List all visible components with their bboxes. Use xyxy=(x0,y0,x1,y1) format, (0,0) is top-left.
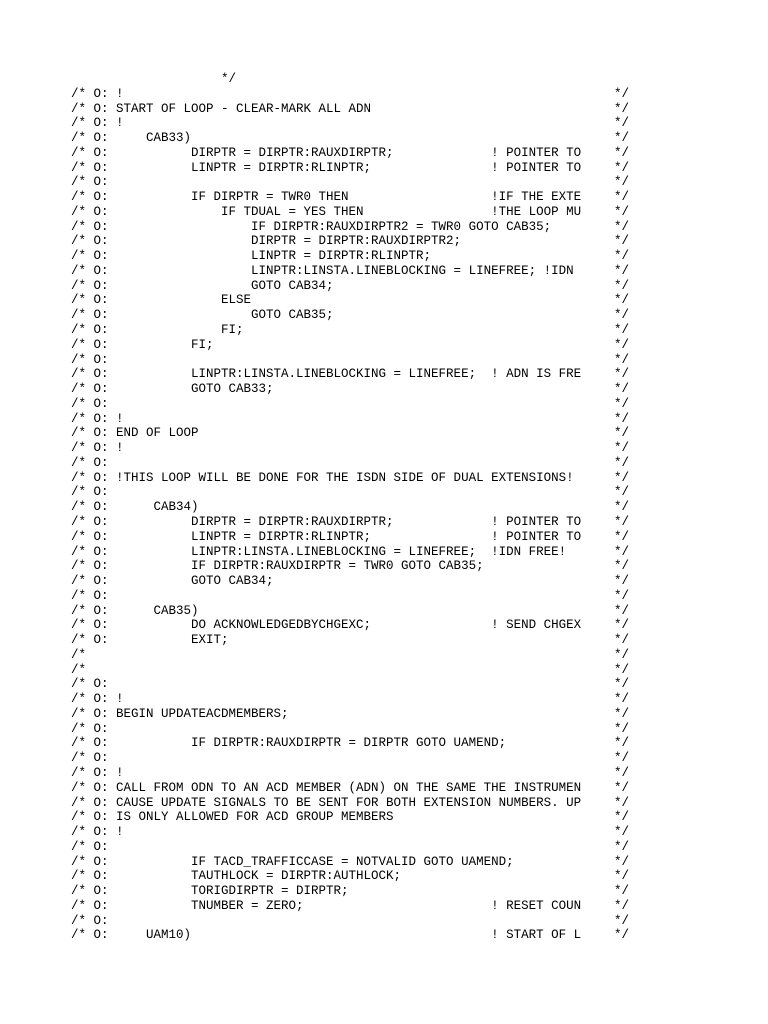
code-line xyxy=(71,766,631,781)
comment-terminator: */ xyxy=(614,337,630,352)
code-text: /* O: ! xyxy=(71,86,124,101)
code-line xyxy=(71,264,631,279)
comment-terminator: */ xyxy=(614,544,630,559)
code-line xyxy=(71,751,631,766)
code-line xyxy=(71,884,631,899)
code-text: /* O: CAUSE UPDATE SIGNALS TO BE SENT FOR BOTH EXTENSION NUMBERS. UP xyxy=(71,795,582,810)
code-text: /* O: TNUMBER = ZERO; ! RESET COUN xyxy=(71,898,582,913)
comment-terminator: */ xyxy=(614,765,630,780)
code-text: /* O: IF DIRPTR:RAUXDIRPTR = TWR0 GOTO CAB35; xyxy=(71,559,484,574)
code-line xyxy=(71,722,631,737)
code-text: /* O: DIRPTR = DIRPTR:RAUXDIRPTR; ! POINTER TO xyxy=(71,145,582,160)
code-text: /* O: xyxy=(71,721,109,736)
code-line xyxy=(71,471,631,486)
code-text: /* O: DIRPTR = DIRPTR:RAUXDIRPTR2; xyxy=(71,234,462,249)
code-line xyxy=(71,663,631,678)
code-line xyxy=(71,899,631,914)
comment-terminator: */ xyxy=(614,514,630,529)
code-text: /* O: xyxy=(71,352,109,367)
code-line xyxy=(71,545,631,560)
comment-terminator: */ xyxy=(614,574,630,589)
code-line xyxy=(71,515,631,530)
code-line xyxy=(71,677,631,692)
comment-terminator: */ xyxy=(614,101,630,116)
code-text: /* O: END OF LOOP xyxy=(71,426,199,441)
code-listing xyxy=(71,72,631,943)
comment-terminator: */ xyxy=(614,116,630,131)
code-text: /* O: GOTO CAB34; xyxy=(71,574,274,589)
code-line xyxy=(71,279,631,294)
comment-terminator: */ xyxy=(614,500,630,515)
code-text: /* O: IF DIRPTR:RAUXDIRPTR = DIRPTR GOTO UAMEND; xyxy=(71,736,507,751)
comment-terminator: */ xyxy=(614,323,630,338)
code-text: /* O: EXIT; xyxy=(71,633,229,648)
comment-terminator: */ xyxy=(614,529,630,544)
code-line xyxy=(71,131,631,146)
code-text: /* O: DO ACKNOWLEDGEDBYCHGEXC; ! SEND CHGEX xyxy=(71,618,582,633)
code-line xyxy=(71,161,631,176)
code-text: /* O: FI; xyxy=(71,337,214,352)
code-line xyxy=(71,293,631,308)
code-line xyxy=(71,426,631,441)
code-text: */ xyxy=(71,72,237,86)
code-text: /* O: ELSE xyxy=(71,293,252,308)
comment-terminator: */ xyxy=(614,854,630,869)
comment-terminator: */ xyxy=(614,869,630,884)
comment-terminator: */ xyxy=(614,839,630,854)
comment-terminator: */ xyxy=(614,190,630,205)
code-line xyxy=(71,397,631,412)
comment-terminator: */ xyxy=(614,825,630,840)
comment-terminator: */ xyxy=(614,884,630,899)
code-text: /* O: IF TACD_TRAFFICCASE = NOTVALID GOTO UAMEND; xyxy=(71,854,514,869)
code-line xyxy=(71,190,631,205)
code-text: /* O: LINPTR = DIRPTR:RLINPTR; xyxy=(71,249,432,264)
code-line xyxy=(71,456,631,471)
code-line xyxy=(71,796,631,811)
code-line xyxy=(71,72,631,87)
comment-terminator: */ xyxy=(614,780,630,795)
code-text: /* O: LINPTR:LINSTA.LINEBLOCKING = LINEFREE; ! ADN IS FRE xyxy=(71,367,582,382)
comment-terminator: */ xyxy=(614,647,630,662)
code-text: /* O: CALL FROM ODN TO AN ACD MEMBER (ADN) ON THE SAME THE INSTRUMEN xyxy=(71,780,582,795)
code-text: /* O: xyxy=(71,175,109,190)
code-text: /* O: BEGIN UPDATEACDMEMBERS; xyxy=(71,706,289,721)
code-text: /* O: LINPTR = DIRPTR:RLINPTR; ! POINTER TO xyxy=(71,529,582,544)
comment-terminator: */ xyxy=(614,603,630,618)
code-text: /* O: !THIS LOOP WILL BE DONE FOR THE ISDN SIDE OF DUAL EXTENSIONS! xyxy=(71,470,574,485)
code-line xyxy=(71,353,631,368)
code-line xyxy=(71,781,631,796)
comment-terminator: */ xyxy=(614,308,630,323)
code-text: /* O: GOTO CAB33; xyxy=(71,382,274,397)
comment-terminator: */ xyxy=(614,810,630,825)
code-text: /* O: ! xyxy=(71,411,124,426)
comment-terminator: */ xyxy=(614,367,630,382)
code-line xyxy=(71,102,631,117)
code-line xyxy=(71,530,631,545)
comment-terminator: */ xyxy=(614,234,630,249)
code-text: /* O: ! xyxy=(71,825,124,840)
code-line xyxy=(71,648,631,663)
code-text: /* O: xyxy=(71,677,109,692)
comment-terminator: */ xyxy=(614,249,630,264)
comment-terminator: */ xyxy=(614,145,630,160)
code-text: /* O: GOTO CAB34; xyxy=(71,278,334,293)
comment-terminator: */ xyxy=(614,204,630,219)
comment-terminator: */ xyxy=(614,633,630,648)
code-line xyxy=(71,707,631,722)
code-line xyxy=(71,736,631,751)
comment-terminator: */ xyxy=(614,352,630,367)
code-line xyxy=(71,234,631,249)
code-line xyxy=(71,500,631,515)
comment-terminator: */ xyxy=(614,662,630,677)
code-text: /* O: xyxy=(71,751,109,766)
code-text: /* O: TAUTHLOCK = DIRPTR:AUTHLOCK; xyxy=(71,869,402,884)
comment-terminator: */ xyxy=(614,293,630,308)
code-line xyxy=(71,412,631,427)
comment-terminator: */ xyxy=(614,278,630,293)
code-line xyxy=(71,633,631,648)
code-text: /* O: CAB33) xyxy=(71,131,192,146)
code-text: /* O: GOTO CAB35; xyxy=(71,308,334,323)
code-text: /* O: ! xyxy=(71,441,124,456)
code-text: /* xyxy=(71,662,87,677)
code-line xyxy=(71,604,631,619)
code-line xyxy=(71,205,631,220)
comment-terminator: */ xyxy=(614,396,630,411)
comment-terminator: */ xyxy=(614,160,630,175)
code-text: /* O: CAB34) xyxy=(71,500,199,515)
code-line xyxy=(71,485,631,500)
code-text: /* O: UAM10) ! START OF L xyxy=(71,928,582,943)
code-line xyxy=(71,559,631,574)
code-line xyxy=(71,692,631,707)
comment-terminator: */ xyxy=(614,706,630,721)
code-line xyxy=(71,928,631,943)
code-text: /* O: xyxy=(71,396,109,411)
comment-terminator: */ xyxy=(614,928,630,943)
comment-terminator: */ xyxy=(614,559,630,574)
code-line xyxy=(71,308,631,323)
comment-terminator: */ xyxy=(614,131,630,146)
code-text: /* O: DIRPTR = DIRPTR:RAUXDIRPTR; ! POINTER TO xyxy=(71,514,582,529)
comment-terminator: */ xyxy=(614,175,630,190)
comment-terminator: */ xyxy=(614,426,630,441)
comment-terminator: */ xyxy=(614,736,630,751)
code-line xyxy=(71,146,631,161)
code-text: /* O: LINPTR = DIRPTR:RLINPTR; ! POINTER TO xyxy=(71,160,582,175)
comment-terminator: */ xyxy=(614,263,630,278)
code-line xyxy=(71,574,631,589)
comment-terminator: */ xyxy=(614,485,630,500)
code-text: /* O: xyxy=(71,455,109,470)
code-line xyxy=(71,338,631,353)
code-text: /* O: IF DIRPTR:RAUXDIRPTR2 = TWR0 GOTO CAB35; xyxy=(71,219,552,234)
comment-terminator: */ xyxy=(614,219,630,234)
code-line xyxy=(71,441,631,456)
comment-terminator: */ xyxy=(614,455,630,470)
code-text: /* O: ! xyxy=(71,116,124,131)
code-text: /* O: ! xyxy=(71,692,124,707)
code-text: /* O: IS ONLY ALLOWED FOR ACD GROUP MEMBERS xyxy=(71,810,394,825)
comment-terminator: */ xyxy=(614,913,630,928)
comment-terminator: */ xyxy=(614,751,630,766)
code-line xyxy=(71,618,631,633)
comment-terminator: */ xyxy=(614,795,630,810)
code-text: /* O: CAB35) xyxy=(71,603,199,618)
code-text: /* O: IF DIRPTR = TWR0 THEN !IF THE EXTE xyxy=(71,190,582,205)
comment-terminator: */ xyxy=(614,721,630,736)
code-text: /* O: xyxy=(71,839,109,854)
code-text: /* O: FI; xyxy=(71,323,244,338)
code-text: /* O: LINPTR:LINSTA.LINEBLOCKING = LINEFREE; !IDN FREE! xyxy=(71,544,567,559)
code-line xyxy=(71,116,631,131)
comment-terminator: */ xyxy=(614,677,630,692)
code-text: /* O: IF TDUAL = YES THEN !THE LOOP MU xyxy=(71,204,582,219)
comment-terminator: */ xyxy=(614,692,630,707)
code-line xyxy=(71,855,631,870)
comment-terminator: */ xyxy=(614,441,630,456)
code-text: /* O: TORIGDIRPTR = DIRPTR; xyxy=(71,884,349,899)
code-line xyxy=(71,323,631,338)
comment-terminator: */ xyxy=(614,86,630,101)
comment-terminator: */ xyxy=(614,618,630,633)
code-line xyxy=(71,220,631,235)
code-line xyxy=(71,869,631,884)
code-text: /* O: xyxy=(71,485,109,500)
code-text: /* O: xyxy=(71,588,109,603)
comment-terminator: */ xyxy=(614,588,630,603)
code-text: /* O: START OF LOOP - CLEAR-MARK ALL ADN xyxy=(71,101,372,116)
code-line xyxy=(71,840,631,855)
code-line xyxy=(71,87,631,102)
comment-terminator: */ xyxy=(614,898,630,913)
code-text: /* O: ! xyxy=(71,765,124,780)
code-line xyxy=(71,589,631,604)
code-text: /* xyxy=(71,647,87,662)
code-line xyxy=(71,382,631,397)
code-line xyxy=(71,367,631,382)
code-line xyxy=(71,825,631,840)
code-line xyxy=(71,175,631,190)
code-line xyxy=(71,249,631,264)
code-text: /* O: xyxy=(71,913,109,928)
comment-terminator: */ xyxy=(614,470,630,485)
code-line xyxy=(71,914,631,929)
code-line xyxy=(71,810,631,825)
comment-terminator: */ xyxy=(614,382,630,397)
comment-terminator: */ xyxy=(614,411,630,426)
code-text: /* O: LINPTR:LINSTA.LINEBLOCKING = LINEFREE; !IDN xyxy=(71,263,574,278)
